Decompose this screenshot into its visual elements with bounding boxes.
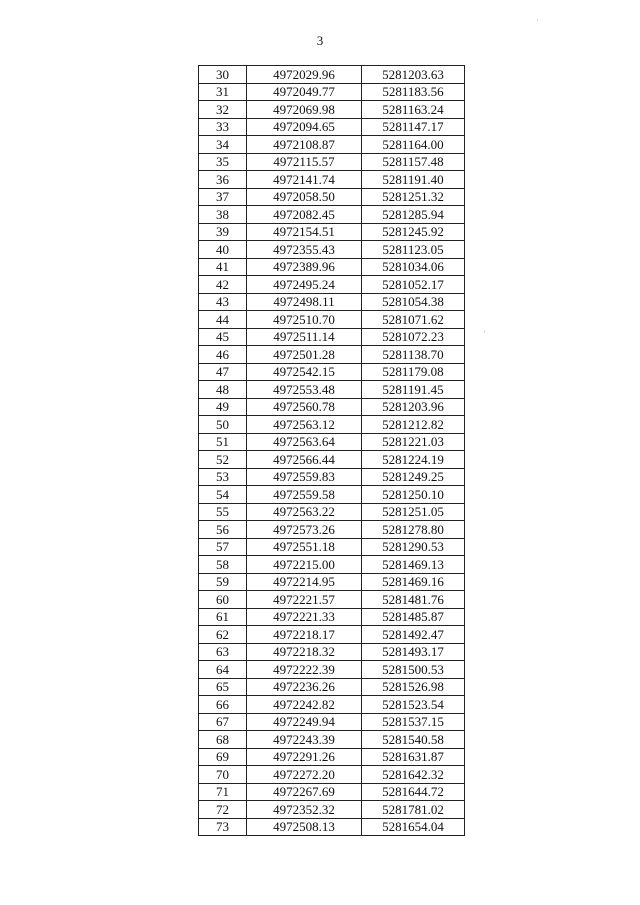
y-coordinate-cell: 5281493.17 [362, 643, 465, 661]
table-row [199, 801, 465, 819]
x-coordinate-cell: 4972352.32 [247, 801, 362, 819]
table-row [199, 118, 465, 136]
table-row [199, 818, 465, 836]
table-row [199, 766, 465, 784]
x-coordinate-cell: 4972495.24 [247, 276, 362, 294]
point-number-cell: 71 [199, 783, 247, 801]
point-number-cell: 38 [199, 206, 247, 224]
table-row [199, 258, 465, 276]
point-number-cell: 51 [199, 433, 247, 451]
table-row [199, 416, 465, 434]
table-row [199, 556, 465, 574]
y-coordinate-cell: 5281537.15 [362, 713, 465, 731]
point-number-cell: 64 [199, 661, 247, 679]
table-row [199, 153, 465, 171]
x-coordinate-cell: 4972082.45 [247, 206, 362, 224]
y-coordinate-cell: 5281492.47 [362, 626, 465, 644]
x-coordinate-cell: 4972355.43 [247, 241, 362, 259]
y-coordinate-cell: 5281052.17 [362, 276, 465, 294]
point-number-cell: 33 [199, 118, 247, 136]
x-coordinate-cell: 4972154.51 [247, 223, 362, 241]
point-number-cell: 36 [199, 171, 247, 189]
point-number-cell: 46 [199, 346, 247, 364]
x-coordinate-cell: 4972141.74 [247, 171, 362, 189]
point-number-cell: 49 [199, 398, 247, 416]
point-number-cell: 68 [199, 731, 247, 749]
y-coordinate-cell: 5281191.40 [362, 171, 465, 189]
point-number-cell: 63 [199, 643, 247, 661]
table-row [199, 188, 465, 206]
scan-speck [484, 331, 485, 332]
point-number-cell: 47 [199, 363, 247, 381]
point-number-cell: 67 [199, 713, 247, 731]
x-coordinate-cell: 4972215.00 [247, 556, 362, 574]
point-number-cell: 42 [199, 276, 247, 294]
x-coordinate-cell: 4972559.83 [247, 468, 362, 486]
y-coordinate-cell: 5281072.23 [362, 328, 465, 346]
point-number-cell: 69 [199, 748, 247, 766]
x-coordinate-cell: 4972573.26 [247, 521, 362, 539]
point-number-cell: 62 [199, 626, 247, 644]
x-coordinate-cell: 4972243.39 [247, 731, 362, 749]
x-coordinate-cell: 4972115.57 [247, 153, 362, 171]
table-row [199, 276, 465, 294]
x-coordinate-cell: 4972501.28 [247, 346, 362, 364]
point-number-cell: 58 [199, 556, 247, 574]
point-number-cell: 35 [199, 153, 247, 171]
y-coordinate-cell: 5281157.48 [362, 153, 465, 171]
y-coordinate-cell: 5281644.72 [362, 783, 465, 801]
x-coordinate-cell: 4972551.18 [247, 538, 362, 556]
table-row [199, 171, 465, 189]
y-coordinate-cell: 5281278.80 [362, 521, 465, 539]
table-row [199, 626, 465, 644]
x-coordinate-cell: 4972249.94 [247, 713, 362, 731]
table-row [199, 381, 465, 399]
table-row [199, 608, 465, 626]
y-coordinate-cell: 5281469.13 [362, 556, 465, 574]
y-coordinate-cell: 5281249.25 [362, 468, 465, 486]
point-number-cell: 54 [199, 486, 247, 504]
x-coordinate-cell: 4972218.17 [247, 626, 362, 644]
table-row [199, 713, 465, 731]
y-coordinate-cell: 5281179.08 [362, 363, 465, 381]
point-number-cell: 50 [199, 416, 247, 434]
table-row [199, 101, 465, 119]
y-coordinate-cell: 5281523.54 [362, 696, 465, 714]
y-coordinate-cell: 5281163.24 [362, 101, 465, 119]
y-coordinate-cell: 5281054.38 [362, 293, 465, 311]
table-row [199, 311, 465, 329]
point-number-cell: 43 [199, 293, 247, 311]
y-coordinate-cell: 5281631.87 [362, 748, 465, 766]
point-number-cell: 65 [199, 678, 247, 696]
y-coordinate-cell: 5281251.32 [362, 188, 465, 206]
x-coordinate-cell: 4972389.96 [247, 258, 362, 276]
x-coordinate-cell: 4972291.26 [247, 748, 362, 766]
point-number-cell: 39 [199, 223, 247, 241]
x-coordinate-cell: 4972058.50 [247, 188, 362, 206]
x-coordinate-cell: 4972221.33 [247, 608, 362, 626]
point-number-cell: 55 [199, 503, 247, 521]
y-coordinate-cell: 5281290.53 [362, 538, 465, 556]
table-row [199, 451, 465, 469]
x-coordinate-cell: 4972094.65 [247, 118, 362, 136]
table-row [199, 241, 465, 259]
y-coordinate-cell: 5281251.05 [362, 503, 465, 521]
table-row [199, 748, 465, 766]
table-row [199, 731, 465, 749]
x-coordinate-cell: 4972553.48 [247, 381, 362, 399]
y-coordinate-cell: 5281183.56 [362, 83, 465, 101]
x-coordinate-cell: 4972510.70 [247, 311, 362, 329]
point-number-cell: 59 [199, 573, 247, 591]
x-coordinate-cell: 4972498.11 [247, 293, 362, 311]
table-row [199, 591, 465, 609]
x-coordinate-cell: 4972069.98 [247, 101, 362, 119]
table-row [199, 66, 465, 84]
y-coordinate-cell: 5281245.92 [362, 223, 465, 241]
point-number-cell: 32 [199, 101, 247, 119]
table-row [199, 783, 465, 801]
x-coordinate-cell: 4972511.14 [247, 328, 362, 346]
table-row [199, 136, 465, 154]
point-number-cell: 31 [199, 83, 247, 101]
table-row [199, 661, 465, 679]
table-row [199, 503, 465, 521]
y-coordinate-cell: 5281164.00 [362, 136, 465, 154]
point-number-cell: 52 [199, 451, 247, 469]
y-coordinate-cell: 5281138.70 [362, 346, 465, 364]
y-coordinate-cell: 5281034.06 [362, 258, 465, 276]
y-coordinate-cell: 5281781.02 [362, 801, 465, 819]
table-row [199, 538, 465, 556]
coordinates-table [198, 65, 465, 836]
table-row [199, 433, 465, 451]
page-number: 3 [316, 33, 324, 48]
point-number-cell: 73 [199, 818, 247, 836]
table-row [199, 678, 465, 696]
y-coordinate-cell: 5281469.16 [362, 573, 465, 591]
point-number-cell: 48 [199, 381, 247, 399]
y-coordinate-cell: 5281654.04 [362, 818, 465, 836]
y-coordinate-cell: 5281203.63 [362, 66, 465, 84]
y-coordinate-cell: 5281203.96 [362, 398, 465, 416]
point-number-cell: 72 [199, 801, 247, 819]
coordinates-table-body [199, 66, 465, 836]
table-row [199, 328, 465, 346]
y-coordinate-cell: 5281147.17 [362, 118, 465, 136]
x-coordinate-cell: 4972542.15 [247, 363, 362, 381]
table-row [199, 573, 465, 591]
x-coordinate-cell: 4972566.44 [247, 451, 362, 469]
y-coordinate-cell: 5281221.03 [362, 433, 465, 451]
point-number-cell: 66 [199, 696, 247, 714]
y-coordinate-cell: 5281250.10 [362, 486, 465, 504]
x-coordinate-cell: 4972221.57 [247, 591, 362, 609]
y-coordinate-cell: 5281526.98 [362, 678, 465, 696]
y-coordinate-cell: 5281212.82 [362, 416, 465, 434]
point-number-cell: 34 [199, 136, 247, 154]
y-coordinate-cell: 5281191.45 [362, 381, 465, 399]
point-number-cell: 41 [199, 258, 247, 276]
point-number-cell: 40 [199, 241, 247, 259]
x-coordinate-cell: 4972508.13 [247, 818, 362, 836]
x-coordinate-cell: 4972108.87 [247, 136, 362, 154]
point-number-cell: 61 [199, 608, 247, 626]
y-coordinate-cell: 5281485.87 [362, 608, 465, 626]
x-coordinate-cell: 4972559.58 [247, 486, 362, 504]
x-coordinate-cell: 4972214.95 [247, 573, 362, 591]
x-coordinate-cell: 4972218.32 [247, 643, 362, 661]
y-coordinate-cell: 5281481.76 [362, 591, 465, 609]
x-coordinate-cell: 4972563.22 [247, 503, 362, 521]
point-number-cell: 44 [199, 311, 247, 329]
x-coordinate-cell: 4972563.64 [247, 433, 362, 451]
point-number-cell: 57 [199, 538, 247, 556]
x-coordinate-cell: 4972272.20 [247, 766, 362, 784]
y-coordinate-cell: 5281224.19 [362, 451, 465, 469]
table-row [199, 696, 465, 714]
table-row [199, 206, 465, 224]
x-coordinate-cell: 4972236.26 [247, 678, 362, 696]
point-number-cell: 45 [199, 328, 247, 346]
x-coordinate-cell: 4972560.78 [247, 398, 362, 416]
x-coordinate-cell: 4972563.12 [247, 416, 362, 434]
y-coordinate-cell: 5281285.94 [362, 206, 465, 224]
x-coordinate-cell: 4972242.82 [247, 696, 362, 714]
table-row [199, 293, 465, 311]
table-row [199, 398, 465, 416]
table-row [199, 346, 465, 364]
y-coordinate-cell: 5281540.58 [362, 731, 465, 749]
point-number-cell: 53 [199, 468, 247, 486]
table-row [199, 521, 465, 539]
table-row [199, 468, 465, 486]
y-coordinate-cell: 5281123.05 [362, 241, 465, 259]
x-coordinate-cell: 4972222.39 [247, 661, 362, 679]
y-coordinate-cell: 5281500.53 [362, 661, 465, 679]
x-coordinate-cell: 4972049.77 [247, 83, 362, 101]
table-row [199, 83, 465, 101]
table-row [199, 643, 465, 661]
table-row [199, 486, 465, 504]
point-number-cell: 56 [199, 521, 247, 539]
table-row [199, 223, 465, 241]
y-coordinate-cell: 5281071.62 [362, 311, 465, 329]
point-number-cell: 30 [199, 66, 247, 84]
table-row [199, 363, 465, 381]
point-number-cell: 37 [199, 188, 247, 206]
x-coordinate-cell: 4972267.69 [247, 783, 362, 801]
point-number-cell: 60 [199, 591, 247, 609]
point-number-cell: 70 [199, 766, 247, 784]
x-coordinate-cell: 4972029.96 [247, 66, 362, 84]
y-coordinate-cell: 5281642.32 [362, 766, 465, 784]
scan-speck [537, 20, 538, 21]
